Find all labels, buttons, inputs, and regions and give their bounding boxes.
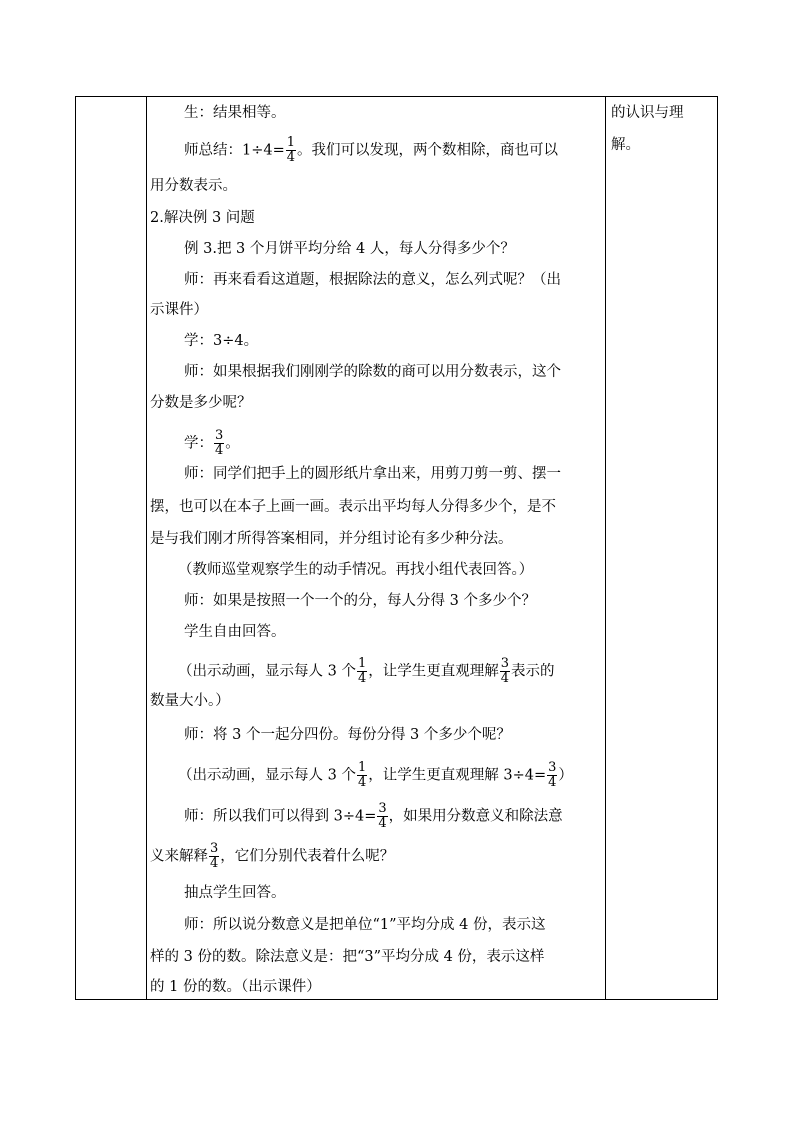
fraction-denominator: 4 — [215, 443, 224, 458]
text-line: 的 1 份的数。（出示课件） — [150, 979, 321, 995]
text-line: 示课件） — [150, 302, 208, 318]
example-question: 例 3.把 3 个月饼平均分给 4 人，每人分得多少个？ — [184, 241, 515, 257]
text-line: 师：将 3 个一起分四份。每份分得 3 个多少个呢？ — [184, 727, 511, 743]
fraction — [357, 657, 367, 686]
fraction-denominator: 4 — [378, 816, 387, 831]
fraction-denominator: 4 — [286, 150, 296, 165]
text-segment: （出示动画，显示每人 3 个 — [178, 663, 356, 680]
text-segment: 义来解释 — [150, 848, 208, 865]
text-line — [184, 802, 563, 831]
fraction-denominator: 4 — [357, 671, 367, 686]
text-segment: 表示的 — [511, 663, 555, 680]
text-line — [178, 657, 555, 686]
text-line — [184, 136, 558, 165]
fraction — [286, 136, 296, 165]
text-line — [150, 842, 394, 871]
text-segment: 。我们可以发现，两个数相除，商也可以 — [297, 142, 559, 159]
text-segment: 师：所以我们可以得到 3÷4= — [184, 808, 377, 825]
text-segment: 。 — [225, 435, 240, 452]
text-segment: （出示动画，显示每人 3 个 — [178, 767, 356, 784]
text-line: 用分数表示。 — [150, 178, 237, 194]
fraction-denominator: 4 — [210, 856, 219, 871]
text-line: 师：所以说分数意义是把单位“1”平均分成 4 份，表示这 — [184, 917, 546, 933]
text-segment: ，让学生更直观理解 — [368, 663, 499, 680]
text-line: 学生自由回答。 — [184, 624, 286, 640]
text-line — [178, 761, 573, 790]
fraction-numerator: 1 — [357, 760, 367, 775]
fraction-numerator: 3 — [500, 656, 510, 671]
fraction-numerator: 3 — [378, 801, 387, 816]
text-segment: ，让学生更直观理解 3÷4= — [368, 767, 547, 784]
text-line: 数量大小。） — [150, 693, 230, 709]
text-segment: 学： — [184, 435, 213, 452]
text-line: 抽点学生回答。 — [184, 885, 286, 901]
column-divider — [605, 97, 606, 999]
text-line: 师：同学们把手上的圆形纸片拿出来，用剪刀剪一剪、摆一 — [184, 466, 561, 482]
section-heading: 2.解决例 3 问题 — [150, 210, 255, 226]
text-line: 生：结果相等。 — [184, 105, 286, 121]
text-line: 的认识与理 — [611, 105, 684, 121]
column-divider — [146, 97, 147, 999]
text-line: 师：如果根据我们刚刚学的除数的商可以用分数表示，这个 — [184, 364, 561, 380]
text-line: 摆，也可以在本子上画一画。表示出平均每人分得多少个，是不 — [150, 499, 556, 515]
text-line: 样的 3 份的数。除法意义是：把“3”平均分成 4 份，表示这样 — [150, 949, 545, 965]
text-line: 师：如果是按照一个一个的分，每人分得 3 个多少个？ — [184, 593, 536, 609]
fraction-numerator: 1 — [357, 656, 367, 671]
text-line — [184, 429, 240, 458]
text-line: 师：再来看看这道题，根据除法的意义，怎么列式呢？（出 — [184, 272, 561, 288]
fraction-numerator: 3 — [215, 428, 224, 443]
text-segment: ，如果用分数意义和除法意 — [388, 808, 563, 825]
fraction — [547, 761, 557, 790]
fraction — [500, 657, 510, 686]
fraction-denominator: 4 — [500, 671, 510, 686]
fraction — [209, 842, 219, 871]
lesson-table — [75, 96, 718, 1000]
fraction-numerator: 1 — [286, 135, 296, 150]
text-segment: ） — [558, 767, 573, 784]
text-segment: ，它们分别代表着什么呢？ — [220, 848, 395, 865]
fraction-denominator: 4 — [357, 775, 367, 790]
fraction-numerator: 3 — [548, 760, 557, 775]
fraction-denominator: 4 — [548, 775, 557, 790]
text-line: （教师巡堂观察学生的动手情况。再找小组代表回答。） — [178, 562, 534, 578]
text-line: 是与我们刚才所得答案相同，并分组讨论有多少种分法。 — [150, 531, 513, 547]
text-segment: 师总结：1÷4= — [184, 142, 285, 159]
fraction — [357, 761, 367, 790]
text-line: 解。 — [611, 137, 640, 153]
text-line: 分数是多少呢？ — [150, 395, 252, 411]
fraction — [377, 802, 387, 831]
fraction — [214, 429, 224, 458]
text-line: 学：3÷4。 — [184, 333, 259, 349]
fraction-numerator: 3 — [210, 841, 219, 856]
